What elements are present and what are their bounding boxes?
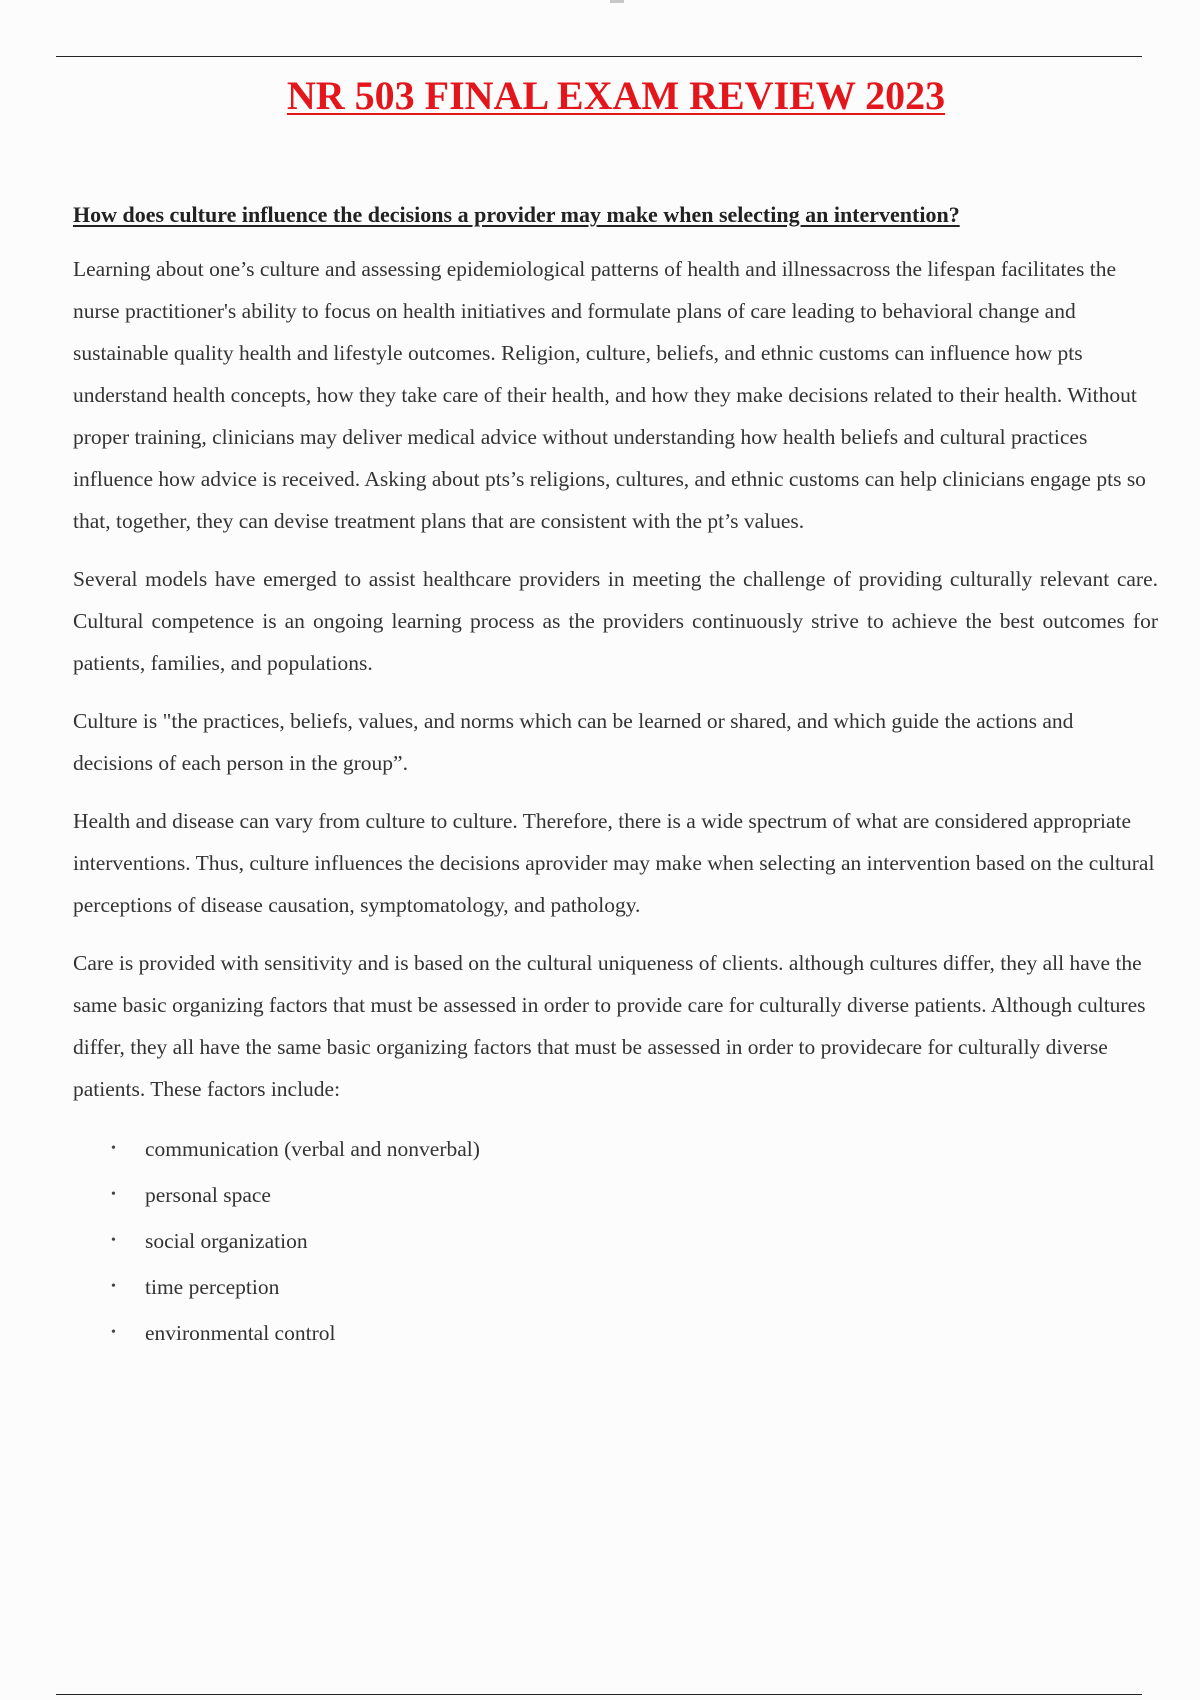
list-item-text: social organization: [145, 1229, 308, 1253]
bullet-icon: •: [111, 1187, 116, 1202]
page-title: NR 503 FINAL EXAM REVIEW 2023: [286, 73, 946, 118]
answer-paragraph-5: Care is provided with sensitivity and is based on the cultural uniqueness of clients. although cultures differ, they all have the same basic organizing factors that must be assessed in order to provide care for culturally diverse patients. Although cultures differ, they all have the same basic organizing factors that must be assessed in order to providecare for culturally diverse patients. These factors include:: [73, 951, 1146, 1101]
question-heading: How does culture influence the decisions a provider may make when selecting an intervention?: [73, 202, 960, 227]
document-body: [73, 194, 1158, 1356]
footer-rule: [56, 1694, 1142, 1695]
page-top-mark: [610, 0, 624, 3]
list-item: [73, 1264, 1158, 1310]
answer-paragraph-4: Health and disease can vary from culture to culture. Therefore, there is a wide spectrum of what are considered appropriate interventions. Thus, culture influences the decisions aprovider may make when selecting an intervention based on the cultural perceptions of disease causation, symptomatology, and pathology.: [73, 809, 1155, 917]
header-rule: [56, 56, 1142, 57]
answer-paragraph-1: Learning about one’s culture and assessing epidemiological patterns of health and illnessacross the lifespan facilitates the nurse practitioner's ability to focus on health initiatives and formulate plans of care leading to behavioral change and sustainable quality health and lifestyle outcomes. Religion, culture, beliefs, and ethnic customs can influence how pts understand health concepts, how they take care of their health, and how they make decisions related to their health. Without proper training, clinicians may deliver medical advice without understanding how health beliefs and cultural practices influence how advice is received. Asking about pts’s religions, cultures, and ethnic customs can help clinicians engage pts so that, together, they can devise treatment plans that are consistent with the pt’s values.: [73, 257, 1146, 533]
bullet-icon: •: [111, 1279, 116, 1294]
list-item: [73, 1310, 1158, 1356]
answer-paragraph-2: Several models have emerged to assist healthcare providers in meeting the challenge of providing culturally relevant care. Cultural competence is an ongoing learning process as the providers continuously strive to achieve the best outcomes for patients, families, and populations.: [73, 567, 1158, 675]
list-item: [73, 1126, 1158, 1172]
list-item-text: environmental control: [145, 1321, 336, 1345]
answer-paragraph-3: Culture is "the practices, beliefs, values, and norms which can be learned or shared, and which guide the actions and decisions of each person in the group”.: [73, 709, 1074, 775]
bullet-icon: •: [111, 1233, 116, 1248]
list-item-text: personal space: [145, 1183, 271, 1207]
bullet-icon: •: [111, 1141, 116, 1156]
list-item-text: time perception: [145, 1275, 280, 1299]
list-item-text: communication (verbal and nonverbal): [145, 1137, 480, 1161]
bullet-icon: •: [111, 1325, 116, 1340]
list-item: [73, 1218, 1158, 1264]
list-item: [73, 1172, 1158, 1218]
factors-list: [73, 1126, 1158, 1356]
